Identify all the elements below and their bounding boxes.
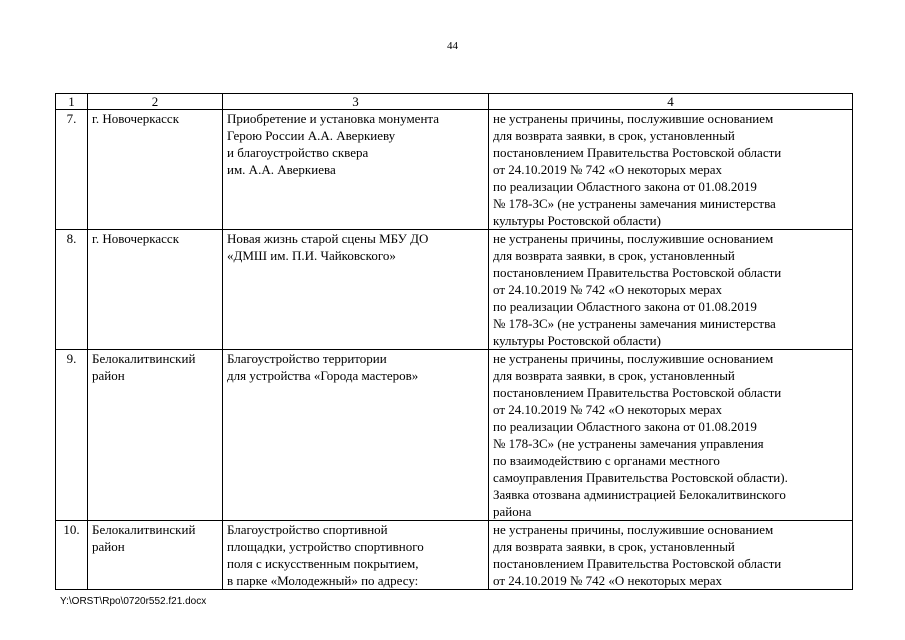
- municipality-line: г. Новочеркасск: [92, 111, 180, 126]
- project-line: в парке «Молодежный» по адресу:: [227, 573, 419, 588]
- row-number: 9.: [56, 350, 88, 521]
- reason-line: по реализации Областного закона от 01.08.2019: [493, 179, 757, 194]
- table-row: [56, 110, 853, 230]
- row-number: 8.: [56, 230, 88, 350]
- footer-file-path: Y:\ORST\Rpo\0720r552.f21.docx: [60, 596, 207, 607]
- municipality-line: г. Новочеркасск: [92, 231, 180, 246]
- project-line: Благоустройство спортивной: [227, 522, 388, 537]
- reason-line: по реализации Областного закона от 01.08.2019: [493, 299, 757, 314]
- reason-line: Заявка отозвана администрацией Белокалитвинского: [493, 487, 786, 502]
- project-line: и благоустройство сквера: [227, 145, 369, 160]
- reason-line: от 24.10.2019 № 742 «О некоторых мерах: [493, 162, 723, 177]
- reason-line: не устранены причины, послужившие основанием: [493, 522, 774, 537]
- reason-line: постановлением Правительства Ростовской области: [493, 145, 782, 160]
- project-line: «ДМШ им. П.И. Чайковского»: [227, 248, 396, 263]
- reason-line: для возврата заявки, в срок, установленный: [493, 368, 735, 383]
- reason-line: по взаимодействию с органами местного: [493, 453, 720, 468]
- municipality-line: район: [92, 368, 125, 383]
- reason-line: для возврата заявки, в срок, установленный: [493, 539, 735, 554]
- reason-line: района: [493, 504, 532, 519]
- reason-line: для возврата заявки, в срок, установленный: [493, 128, 735, 143]
- table-row: [56, 521, 853, 590]
- municipality-line: Белокалитвинский: [92, 522, 196, 537]
- reason-line: от 24.10.2019 № 742 «О некоторых мерах: [493, 282, 723, 297]
- project-cell: [223, 350, 489, 521]
- reason-line: № 178-ЗС» (не устранены замечания министерства: [493, 316, 776, 331]
- reason-line: самоуправления Правительства Ростовской области).: [493, 470, 788, 485]
- page-number: 44: [447, 40, 458, 52]
- reason-line: для возврата заявки, в срок, установленный: [493, 248, 735, 263]
- municipality-line: район: [92, 539, 125, 554]
- project-line: Приобретение и установка монумента: [227, 111, 440, 126]
- column-header-3: 3: [223, 94, 489, 110]
- column-header-4: 4: [489, 94, 853, 110]
- reason-line: от 24.10.2019 № 742 «О некоторых мерах: [493, 573, 723, 588]
- reason-line: № 178-ЗС» (не устранены замечания управления: [493, 436, 764, 451]
- reason-line: не устранены причины, послужившие основанием: [493, 351, 774, 366]
- reason-line: № 178-ЗС» (не устранены замечания министерства: [493, 196, 776, 211]
- reason-line: постановлением Правительства Ростовской области: [493, 265, 782, 280]
- project-cell: [223, 230, 489, 350]
- municipality-cell: [88, 230, 223, 350]
- table-header-row: [56, 94, 853, 110]
- municipality-cell: [88, 110, 223, 230]
- row-number: 7.: [56, 110, 88, 230]
- row-number: 10.: [56, 521, 88, 590]
- document-table: [55, 93, 853, 590]
- table-row: [56, 350, 853, 521]
- reason-cell: [489, 521, 853, 590]
- project-cell: [223, 521, 489, 590]
- reason-cell: [489, 350, 853, 521]
- reason-line: не устранены причины, послужившие основанием: [493, 111, 774, 126]
- project-line: Новая жизнь старой сцены МБУ ДО: [227, 231, 429, 246]
- project-line: Благоустройство территории: [227, 351, 387, 366]
- column-header-1: 1: [56, 94, 88, 110]
- project-line: для устройства «Города мастеров»: [227, 368, 419, 383]
- reason-line: культуры Ростовской области): [493, 333, 661, 348]
- project-line: Герою России А.А. Аверкиеву: [227, 128, 396, 143]
- reason-line: по реализации Областного закона от 01.08.2019: [493, 419, 757, 434]
- reason-line: от 24.10.2019 № 742 «О некоторых мерах: [493, 402, 723, 417]
- reason-cell: [489, 110, 853, 230]
- project-line: поля с искусственным покрытием,: [227, 556, 419, 571]
- municipality-cell: [88, 521, 223, 590]
- municipality-cell: [88, 350, 223, 521]
- reason-line: постановлением Правительства Ростовской области: [493, 385, 782, 400]
- project-line: площадки, устройство спортивного: [227, 539, 424, 554]
- table-row: [56, 230, 853, 350]
- reason-line: не устранены причины, послужившие основанием: [493, 231, 774, 246]
- reason-line: постановлением Правительства Ростовской области: [493, 556, 782, 571]
- project-cell: [223, 110, 489, 230]
- reason-line: культуры Ростовской области): [493, 213, 661, 228]
- column-header-2: 2: [88, 94, 223, 110]
- project-line: им. А.А. Аверкиева: [227, 162, 336, 177]
- municipality-line: Белокалитвинский: [92, 351, 196, 366]
- reason-cell: [489, 230, 853, 350]
